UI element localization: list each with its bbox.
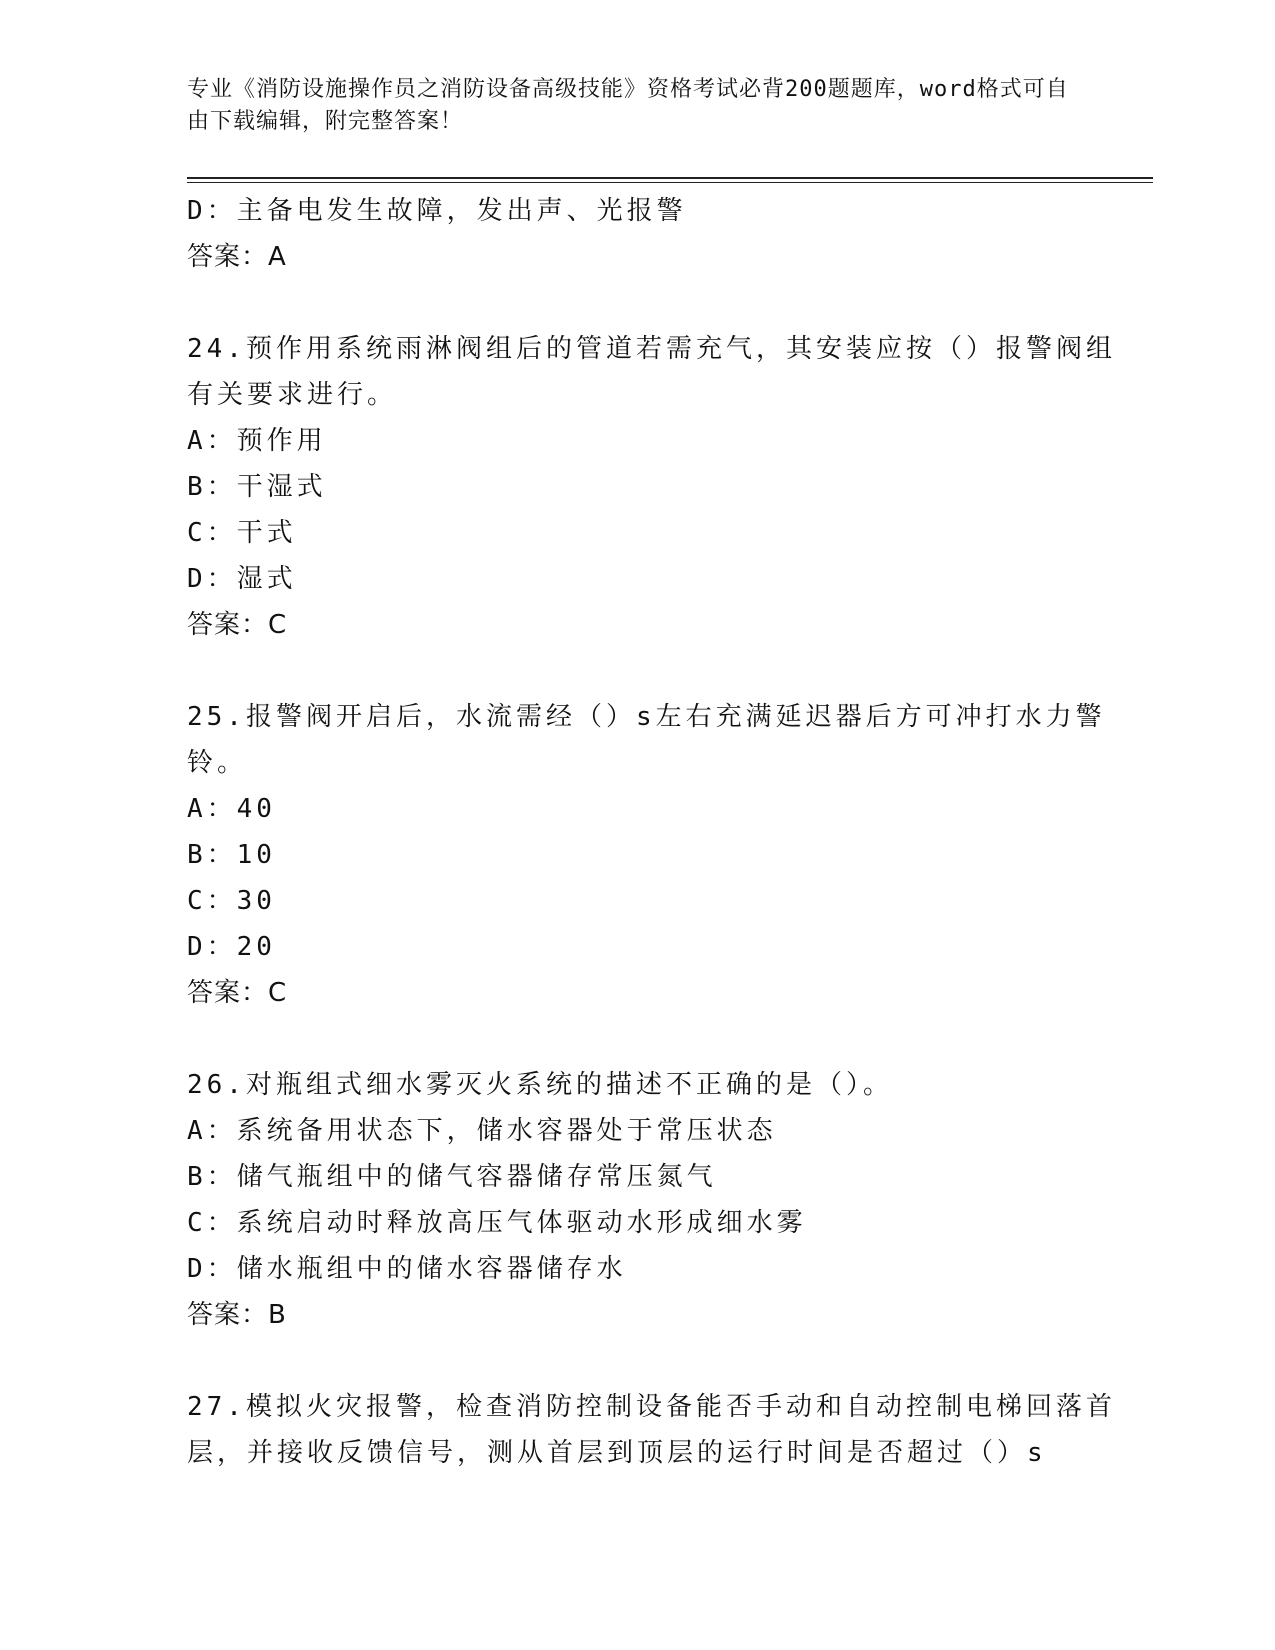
spacer: [187, 1016, 1117, 1062]
option-a: A：系统备用状态下，储水容器处于常压状态: [187, 1116, 777, 1146]
spacer: [187, 280, 1117, 326]
spacer: [187, 648, 1117, 694]
option-d: D：20: [187, 932, 276, 962]
question-25: [187, 694, 1117, 1016]
question-24: [187, 326, 1117, 648]
option-a: A：预作用: [187, 426, 327, 456]
question-stem: 24.预作用系统雨淋阀组后的管道若需充气，其安装应按（）报警阀组有关要求进行。: [187, 334, 1116, 410]
header-divider-thin: [187, 182, 1153, 183]
option-c: C：系统启动时释放高压气体驱动水形成细水雾: [187, 1208, 807, 1238]
option-c: C：30: [187, 886, 276, 916]
question-stem: 25.报警阀开启后，水流需经（）s左右充满延迟器后方可冲打水力警铃。: [187, 702, 1106, 778]
answer: 答案：A: [187, 242, 287, 272]
question-27: [187, 1384, 1117, 1476]
option-a: A：40: [187, 794, 276, 824]
answer: 答案：C: [187, 610, 288, 640]
question-stem: 27.模拟火灾报警，检查消防控制设备能否手动和自动控制电梯回落首层，并接收反馈信号，测从首层到顶层的运行时间是否超过（）s: [187, 1392, 1116, 1468]
document-header: 专业《消防设施操作员之消防设备高级技能》资格考试必背200题题库，word格式可自由下载编辑，附完整答案！: [187, 77, 1069, 134]
option-b: B：10: [187, 840, 276, 870]
option-b: B：储气瓶组中的储气容器储存常压氮气: [187, 1162, 717, 1192]
option-c: C：干式: [187, 518, 297, 548]
option-b: B：干湿式: [187, 472, 327, 502]
question-list: [187, 188, 1117, 1476]
header-divider: [187, 177, 1153, 179]
question-stem: 26.对瓶组式细水雾灭火系统的描述不正确的是（）。: [187, 1070, 893, 1100]
spacer: [187, 1338, 1117, 1384]
option-d: D：湿式: [187, 564, 297, 594]
option-d: D：主备电发生故障，发出声、光报警: [187, 196, 687, 226]
answer: 答案：C: [187, 978, 288, 1008]
question-26: [187, 1062, 1117, 1338]
option-d: D：储水瓶组中的储水容器储存水: [187, 1254, 627, 1284]
answer: 答案：B: [187, 1300, 287, 1330]
